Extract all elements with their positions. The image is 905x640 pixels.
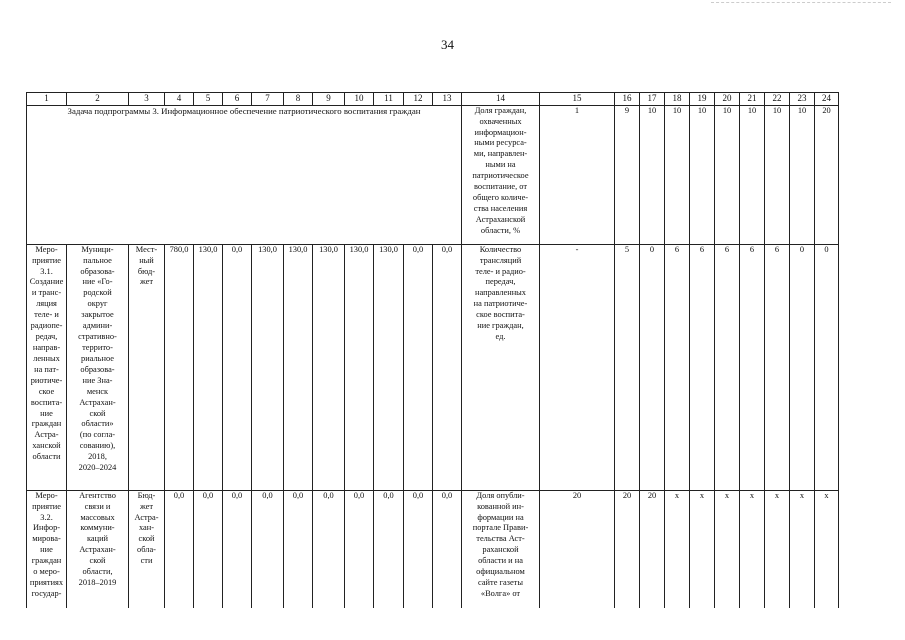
table-cell: 20 <box>640 490 665 630</box>
col-header: 10 <box>345 93 374 106</box>
finance-cell: 0,0 <box>223 490 252 630</box>
finance-cell: 0,0 <box>194 490 223 630</box>
table-cell: x <box>740 490 765 630</box>
finance-cell: 0,0 <box>252 490 284 630</box>
finance-cell: 0,0 <box>404 490 433 630</box>
executor-cell: Муници- пальное образова- ние «Го- родской округ закрытое админи- стративно- террито- риальное образова- ние Зна- менск Астрахан- ской области» (по согла- сованию), 2018, 2020–2024 <box>67 244 129 490</box>
source-cell: Бюд- жет Астра- хан- ской обла- сти <box>129 490 165 630</box>
task-indicator: Доля граждан, охваченных информацион- ными ресурса- ми, направлен- ными на патриотическое воспитание, от общего количе- ства населения Астраханской области, % <box>462 105 540 244</box>
table-cell: 10 <box>790 105 815 244</box>
table-cell: 10 <box>740 105 765 244</box>
table-cell: 10 <box>665 105 690 244</box>
table-cell: - <box>540 244 615 490</box>
indicator-cell: Доля опубли- кованной ин- формации на портале Прави- тельства Аст- раханской области и на официальном сайте газеты «Волга» от <box>462 490 540 630</box>
col-header: 24 <box>815 93 839 106</box>
finance-cell: 0,0 <box>433 490 462 630</box>
finance-cell: 130,0 <box>252 244 284 490</box>
finance-cell: 0,0 <box>404 244 433 490</box>
col-header: 3 <box>129 93 165 106</box>
table-cell: x <box>765 490 790 630</box>
finance-cell: 130,0 <box>345 244 374 490</box>
table-cell: 1 <box>540 105 615 244</box>
column-number-row <box>27 93 839 106</box>
col-header: 22 <box>765 93 790 106</box>
col-header: 12 <box>404 93 433 106</box>
table-cell: 6 <box>690 244 715 490</box>
col-header: 4 <box>165 93 194 106</box>
table-cell: x <box>715 490 740 630</box>
finance-cell: 0,0 <box>345 490 374 630</box>
table-cell: 9 <box>615 105 640 244</box>
finance-cell: 0,0 <box>433 244 462 490</box>
col-header: 23 <box>790 93 815 106</box>
col-header: 5 <box>194 93 223 106</box>
executor-cell: Агентство связи и массовых коммуни- каций Астрахан- ской области, 2018–2019 <box>67 490 129 630</box>
col-header: 13 <box>433 93 462 106</box>
col-header: 14 <box>462 93 540 106</box>
table-cell: 20 <box>815 105 839 244</box>
col-header: 1 <box>27 93 67 106</box>
table-cell: x <box>665 490 690 630</box>
page-number: 34 <box>441 37 454 52</box>
finance-cell: 0,0 <box>165 490 194 630</box>
col-header: 19 <box>690 93 715 106</box>
table-cell: 10 <box>640 105 665 244</box>
source-cell: Мест- ный бюд- жет <box>129 244 165 490</box>
table-cell: 6 <box>715 244 740 490</box>
scan-edge-mark <box>711 2 891 4</box>
table-cell: 6 <box>740 244 765 490</box>
table-cell: 0 <box>640 244 665 490</box>
col-header: 17 <box>640 93 665 106</box>
table-cell: 10 <box>690 105 715 244</box>
col-header: 9 <box>313 93 345 106</box>
page-bottom-margin <box>0 608 905 640</box>
measure-cell: Меро- приятие 3.1. Создание и транс- ляция теле- и радиопе- редач, направ- ленных на пат- риотиче- ское воспита- ние граждан Астра- ханской области <box>27 244 67 490</box>
indicator-cell: Количество трансляций теле- и радио- передач, направленных на патриотиче- ское воспита- ние граждан, ед. <box>462 244 540 490</box>
table-row <box>27 244 839 490</box>
finance-cell: 0,0 <box>374 490 404 630</box>
finance-cell: 0,0 <box>223 244 252 490</box>
finance-cell: 0,0 <box>284 490 313 630</box>
table-cell: x <box>815 490 839 630</box>
table-cell: 10 <box>715 105 740 244</box>
table-cell: 0 <box>790 244 815 490</box>
table-cell: 20 <box>540 490 615 630</box>
col-header: 11 <box>374 93 404 106</box>
col-header: 18 <box>665 93 690 106</box>
col-header: 16 <box>615 93 640 106</box>
table-cell: x <box>790 490 815 630</box>
table-cell: 5 <box>615 244 640 490</box>
measure-cell: Меро- приятие 3.2. Инфор- мирова- ние граждан о меро- приятиях государ- <box>27 490 67 630</box>
col-header: 6 <box>223 93 252 106</box>
col-header: 2 <box>67 93 129 106</box>
col-header: 21 <box>740 93 765 106</box>
task-row <box>27 105 839 244</box>
col-header: 15 <box>540 93 615 106</box>
table-cell: 20 <box>615 490 640 630</box>
table-cell: 6 <box>665 244 690 490</box>
finance-cell: 130,0 <box>284 244 313 490</box>
finance-cell: 130,0 <box>313 244 345 490</box>
task-title: Задача подпрограммы 3. Информационное обеспечение патриотического воспитания граждан <box>27 105 462 244</box>
table-cell: x <box>690 490 715 630</box>
finance-cell: 130,0 <box>374 244 404 490</box>
finance-cell: 780,0 <box>165 244 194 490</box>
col-header: 20 <box>715 93 740 106</box>
table-cell: 6 <box>765 244 790 490</box>
table-cell: 0 <box>815 244 839 490</box>
program-table <box>26 92 839 631</box>
table-cell: 10 <box>765 105 790 244</box>
finance-cell: 130,0 <box>194 244 223 490</box>
finance-cell: 0,0 <box>313 490 345 630</box>
col-header: 8 <box>284 93 313 106</box>
col-header: 7 <box>252 93 284 106</box>
